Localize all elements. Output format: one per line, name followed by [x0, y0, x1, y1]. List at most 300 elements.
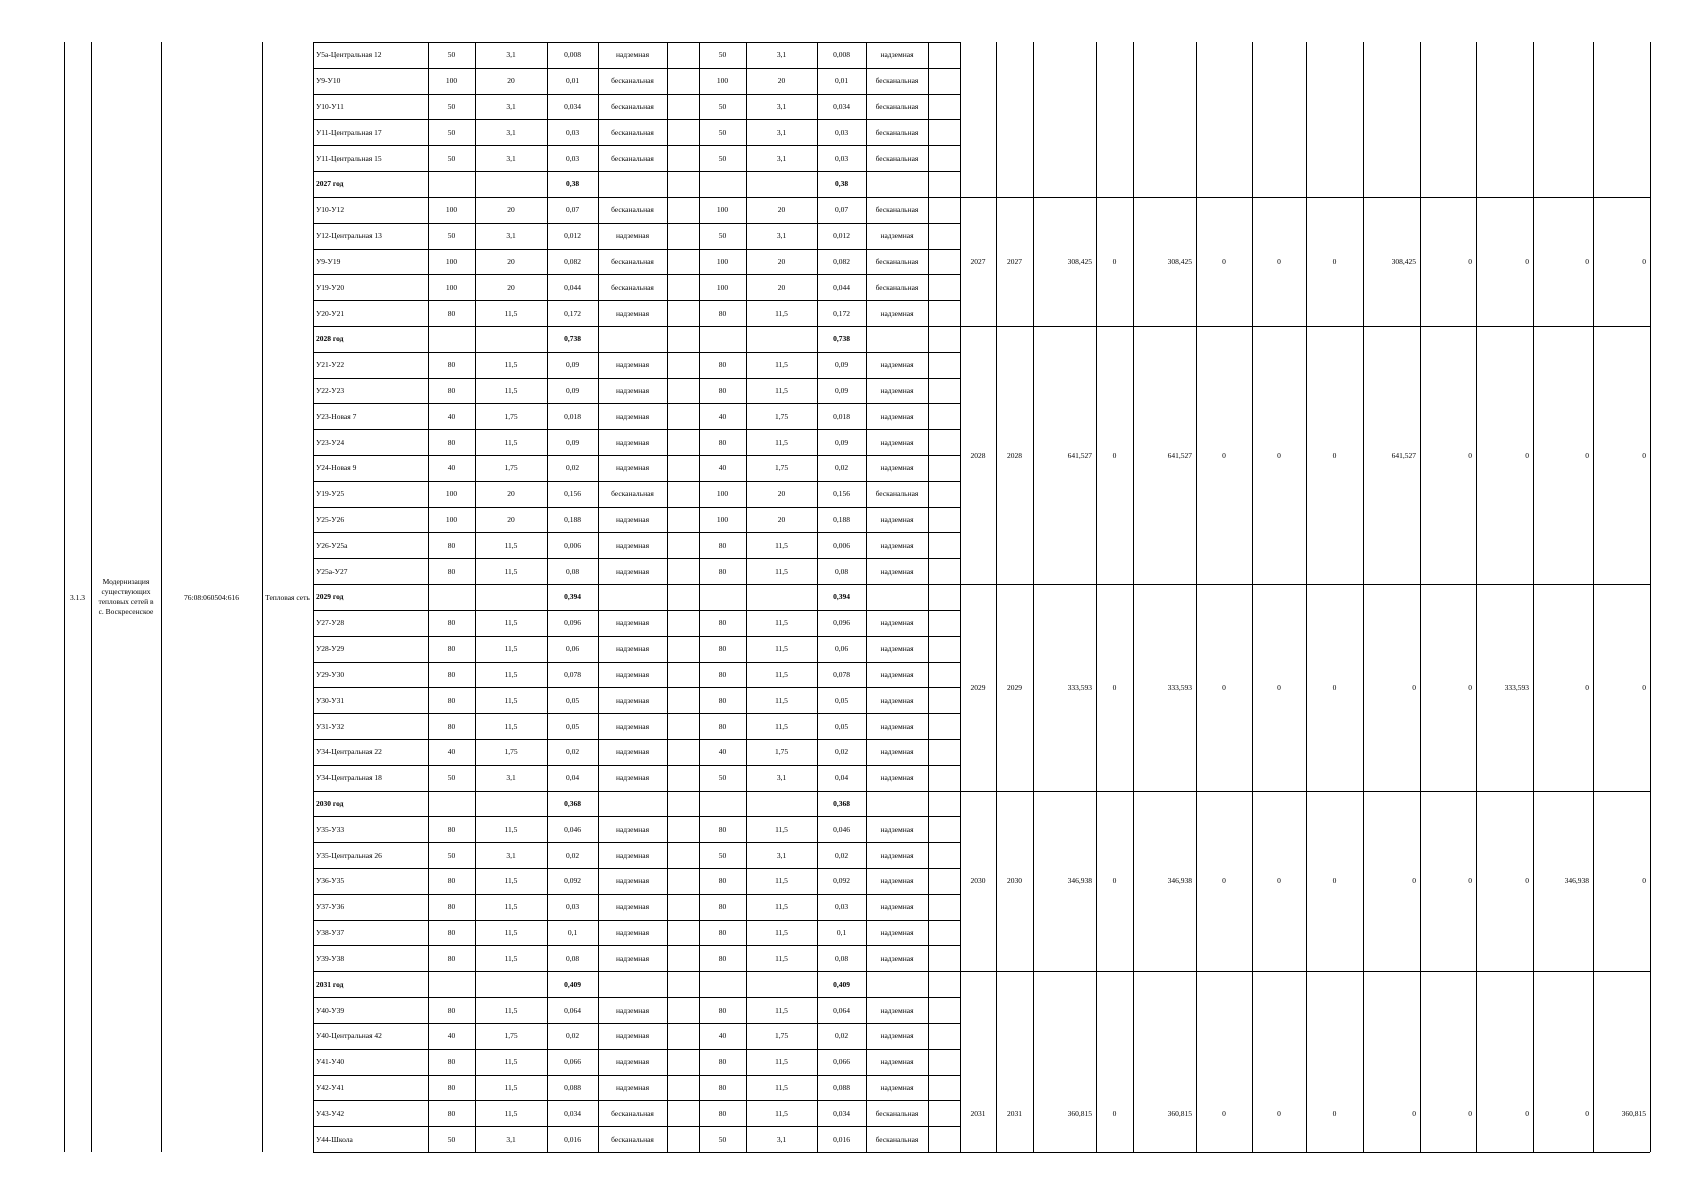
- segment-name: У26-У25а: [316, 540, 348, 550]
- segment-cell: [667, 610, 699, 636]
- segment-cell: 0,01: [834, 76, 849, 86]
- segment-cell: надземная: [615, 695, 650, 705]
- segment-cell: 11,5: [504, 902, 518, 912]
- segment-cell: бесканальная: [875, 153, 919, 163]
- segment-cell: надземная: [880, 721, 914, 731]
- segment-cell: 100: [445, 489, 458, 499]
- segment-cell: надземная: [615, 463, 650, 473]
- segment-cell: [598, 171, 667, 197]
- segment-cell: 11,5: [775, 953, 788, 963]
- financing-end: 2029: [1007, 682, 1022, 692]
- segment-cell: 0,044: [564, 282, 581, 292]
- segment-cell: надземная: [880, 1082, 914, 1092]
- segment-cell: 100: [716, 282, 729, 292]
- segment-cell: 11,5: [504, 669, 518, 679]
- segment-cell: 0,02: [565, 1031, 580, 1041]
- segment-name: У25-У26: [316, 515, 345, 525]
- segment-cell: 11,5: [504, 824, 518, 834]
- segment-cell: бесканальная: [875, 1134, 919, 1144]
- financing-c3: 0: [1222, 1108, 1226, 1118]
- segment-cell: [928, 920, 960, 946]
- segment-cell: 0,09: [834, 360, 849, 370]
- segment-cell: надземная: [615, 773, 650, 783]
- segment-cell: 80: [447, 1082, 456, 1092]
- financing-c2: 308,425: [1167, 256, 1192, 266]
- financing-c7: 0: [1468, 256, 1472, 266]
- segment-cell: [667, 197, 699, 223]
- segment-cell: 0,394: [833, 592, 850, 602]
- segment-cell: 50: [718, 231, 727, 241]
- segment-cell: надземная: [615, 437, 650, 447]
- segment-cell: 50: [447, 102, 456, 112]
- segment-cell: 0,09: [565, 360, 580, 370]
- segment-cell: 3,1: [506, 1134, 516, 1144]
- segment-cell: 80: [718, 566, 727, 576]
- segment-cell: 0,046: [564, 824, 581, 834]
- segment-cell: надземная: [880, 902, 914, 912]
- segment-cell: [928, 636, 960, 662]
- segment-cell: бесканальная: [611, 256, 654, 266]
- segment-cell: бесканальная: [875, 1108, 919, 1118]
- segment-cell: 11,5: [775, 540, 788, 550]
- segment-cell: 11,5: [504, 928, 518, 938]
- financing-c7: 0: [1468, 876, 1472, 886]
- segment-cell: 0,156: [833, 489, 850, 499]
- segment-cell: 80: [447, 876, 456, 886]
- segment-cell: надземная: [880, 515, 914, 525]
- financing-c8: 0: [1525, 876, 1529, 886]
- segment-cell: 0,066: [833, 1057, 850, 1067]
- segment-cell: [928, 610, 960, 636]
- segment-cell: 1,75: [774, 747, 789, 757]
- segment-cell: 40: [718, 747, 727, 757]
- segment-cell: [928, 119, 960, 145]
- segment-cell: 0,008: [833, 50, 850, 60]
- segment-cell: 80: [718, 928, 727, 938]
- segment-cell: [928, 352, 960, 378]
- segment-cell: 0,016: [564, 1134, 581, 1144]
- row-number: 3.1.3: [70, 592, 85, 602]
- financing-c3: 0: [1222, 450, 1226, 460]
- segment-cell: бесканальная: [875, 256, 919, 266]
- segment-cell: 0,096: [564, 618, 581, 628]
- segment-cell: надземная: [880, 824, 914, 834]
- segment-cell: 80: [718, 644, 727, 654]
- segment-cell: 40: [447, 463, 456, 473]
- financing-c3: 0: [1222, 256, 1226, 266]
- segment-cell: 0,409: [564, 979, 581, 989]
- segment-cell: [928, 274, 960, 300]
- financing-c2: 360,815: [1167, 1108, 1192, 1118]
- segment-cell: [928, 403, 960, 429]
- segment-cell: 50: [718, 850, 727, 860]
- segment-cell: [928, 171, 960, 197]
- grid-line: [960, 971, 1650, 972]
- segment-cell: [928, 300, 960, 326]
- segment-cell: надземная: [880, 773, 914, 783]
- segment-cell: 80: [447, 928, 456, 938]
- segment-cell: [746, 171, 817, 197]
- segment-cell: 11,5: [775, 669, 788, 679]
- segment-cell: 0,05: [834, 721, 849, 731]
- segment-cell: [928, 145, 960, 171]
- segment-cell: бесканальная: [611, 205, 654, 215]
- segment-cell: [667, 403, 699, 429]
- financing-c8: 333,593: [1504, 682, 1529, 692]
- segment-cell: 11,5: [775, 1108, 788, 1118]
- segment-cell: надземная: [615, 1057, 650, 1067]
- segment-cell: 80: [447, 721, 456, 731]
- segment-name: У11-Центральная 15: [316, 153, 382, 163]
- segment-cell: [667, 326, 699, 352]
- segment-name: У35-Центральная 26: [316, 850, 382, 860]
- segment-cell: 100: [445, 256, 458, 266]
- segment-cell: [928, 997, 960, 1023]
- segment-cell: 80: [718, 1108, 727, 1118]
- segment-cell: надземная: [880, 1057, 914, 1067]
- segment-cell: 80: [447, 644, 456, 654]
- financing-total: 308,425: [1067, 256, 1092, 266]
- segment-name: У29-У30: [316, 669, 345, 679]
- segment-cell: 0,078: [833, 669, 850, 679]
- financing-c9: 346,938: [1564, 876, 1589, 886]
- segment-cell: [667, 42, 699, 68]
- segment-cell: бесканальная: [611, 153, 654, 163]
- segment-cell: [928, 1023, 960, 1049]
- segment-cell: [475, 326, 547, 352]
- segment-cell: 0,38: [565, 179, 580, 189]
- segment-cell: 20: [777, 205, 786, 215]
- segment-cell: 11,5: [775, 385, 788, 395]
- segment-cell: 80: [718, 1057, 727, 1067]
- segment-cell: 0,018: [564, 411, 581, 421]
- segment-cell: надземная: [880, 50, 914, 60]
- segment-cell: 0,066: [564, 1057, 581, 1067]
- segment-cell: бесканальная: [611, 76, 654, 86]
- financing-c1: 0: [1112, 450, 1117, 460]
- segment-cell: 100: [716, 256, 729, 266]
- segment-cell: [667, 249, 699, 275]
- financing-c7: 0: [1468, 682, 1472, 692]
- segment-cell: [428, 584, 475, 610]
- segment-cell: 0,09: [834, 385, 849, 395]
- segment-cell: надземная: [615, 747, 650, 757]
- segment-cell: [475, 791, 547, 817]
- segment-cell: 0,006: [833, 540, 850, 550]
- segment-cell: 80: [718, 618, 727, 628]
- financing-c1: 0: [1112, 682, 1117, 692]
- segment-cell: 0,06: [565, 644, 580, 654]
- financing-end: 2030: [1007, 876, 1022, 886]
- financing-c6: 0: [1412, 682, 1416, 692]
- segment-name: У42-У41: [316, 1082, 345, 1092]
- financing-total: 333,593: [1067, 682, 1092, 692]
- segment-cell: 11,5: [775, 876, 788, 886]
- segment-cell: 80: [447, 1057, 456, 1067]
- segment-cell: бесканальная: [875, 127, 919, 137]
- segment-cell: 100: [716, 76, 729, 86]
- segment-cell: надземная: [615, 928, 650, 938]
- segment-cell: 80: [447, 1005, 456, 1015]
- segment-cell: [667, 687, 699, 713]
- segment-cell: [928, 1075, 960, 1101]
- segment-name: У40-У39: [316, 1005, 345, 1015]
- segment-cell: 3,1: [776, 850, 787, 860]
- segment-cell: 20: [507, 256, 515, 266]
- segment-cell: [928, 584, 960, 610]
- segment-cell: 11,5: [775, 644, 788, 654]
- segment-cell: 11,5: [504, 953, 518, 963]
- segment-cell: 0,082: [564, 256, 581, 266]
- segment-name: У12-Центральная 13: [316, 231, 382, 241]
- segment-cell: [699, 584, 746, 610]
- financing-c4: 0: [1277, 682, 1281, 692]
- segment-cell: [667, 894, 699, 920]
- segment-cell: [928, 971, 960, 997]
- segment-cell: бесканальная: [611, 127, 654, 137]
- segment-cell: 11,5: [775, 1005, 788, 1015]
- segment-cell: 40: [718, 411, 727, 421]
- segment-cell: надземная: [615, 1031, 650, 1041]
- segment-cell: 0,02: [834, 747, 849, 757]
- segment-cell: 11,5: [504, 437, 518, 447]
- segment-cell: 11,5: [504, 540, 518, 550]
- segment-cell: [428, 171, 475, 197]
- segment-cell: [928, 223, 960, 249]
- segment-cell: 11,5: [504, 360, 518, 370]
- segment-name: У21-У22: [316, 360, 345, 370]
- segment-cell: [866, 971, 928, 997]
- segment-name: У40-Центральная 42: [316, 1031, 382, 1041]
- segment-name: У41-У40: [316, 1057, 345, 1067]
- segment-name: У39-У38: [316, 953, 345, 963]
- year-subtotal-label: 2028 год: [316, 334, 344, 344]
- segment-cell: 11,5: [504, 644, 518, 654]
- segment-cell: [667, 868, 699, 894]
- segment-cell: [928, 945, 960, 971]
- segment-cell: 11,5: [775, 824, 788, 834]
- segment-cell: 11,5: [775, 308, 788, 318]
- segment-cell: бесканальная: [875, 205, 919, 215]
- financing-end: 2028: [1007, 450, 1022, 460]
- segment-cell: надземная: [615, 411, 650, 421]
- segment-cell: 0,04: [565, 773, 580, 783]
- segment-cell: надземная: [615, 566, 650, 576]
- financing-c6: 0: [1412, 876, 1416, 886]
- segment-cell: 1,75: [774, 411, 789, 421]
- segment-cell: [667, 1100, 699, 1126]
- segment-cell: 11,5: [504, 1082, 518, 1092]
- segment-cell: [928, 558, 960, 584]
- grid-line: [1650, 42, 1651, 1152]
- segment-cell: 0,09: [834, 437, 849, 447]
- segment-cell: 0,03: [565, 127, 580, 137]
- segment-cell: 1,75: [774, 1031, 789, 1041]
- segment-name: У22-У23: [316, 385, 345, 395]
- segment-cell: 100: [716, 205, 729, 215]
- segment-cell: [928, 1049, 960, 1075]
- segment-cell: 11,5: [504, 1108, 518, 1118]
- segment-cell: 11,5: [775, 618, 788, 628]
- financing-c2: 346,938: [1167, 876, 1192, 886]
- financing-c6: 641,527: [1391, 450, 1416, 460]
- segment-cell: 80: [447, 308, 456, 318]
- segment-cell: 80: [447, 953, 456, 963]
- segment-cell: 80: [447, 824, 456, 834]
- segment-cell: 0,188: [833, 515, 850, 525]
- segment-cell: [667, 455, 699, 481]
- segment-cell: надземная: [880, 618, 914, 628]
- financing-c2: 333,593: [1167, 682, 1192, 692]
- financing-c10: 0: [1642, 876, 1646, 886]
- segment-cell: 0,034: [564, 1108, 581, 1118]
- segment-name: У19-У20: [316, 282, 345, 292]
- segment-name: У37-У36: [316, 902, 345, 912]
- segment-name: У5а-Центральная 12: [316, 50, 382, 60]
- segment-cell: 0,03: [834, 902, 849, 912]
- segment-cell: надземная: [880, 928, 914, 938]
- year-subtotal-label: 2027 год: [316, 179, 344, 189]
- segment-cell: 50: [447, 231, 456, 241]
- segment-cell: 50: [718, 50, 727, 60]
- segment-cell: 0,156: [564, 489, 581, 499]
- segment-cell: 40: [718, 1031, 727, 1041]
- financing-c7: 0: [1468, 450, 1472, 460]
- segment-cell: 0,738: [833, 334, 850, 344]
- segment-cell: 0,078: [564, 669, 581, 679]
- segment-cell: 0,006: [564, 540, 581, 550]
- segment-cell: надземная: [880, 463, 914, 473]
- segment-cell: 0,018: [833, 411, 850, 421]
- segment-cell: [667, 481, 699, 507]
- segment-cell: 11,5: [504, 385, 518, 395]
- segment-cell: надземная: [615, 850, 650, 860]
- segment-cell: надземная: [615, 824, 650, 834]
- segment-cell: бесканальная: [875, 282, 919, 292]
- financing-start: 2029: [970, 682, 986, 692]
- segment-cell: [667, 816, 699, 842]
- segment-cell: 11,5: [504, 695, 518, 705]
- segment-cell: [928, 378, 960, 404]
- segment-cell: 0,08: [565, 566, 580, 576]
- financing-c5: 0: [1332, 1108, 1337, 1118]
- segment-cell: 11,5: [775, 566, 788, 576]
- segment-cell: 11,5: [504, 876, 518, 886]
- segment-name: У20-У21: [316, 308, 345, 318]
- segment-cell: 80: [718, 876, 727, 886]
- segment-cell: 20: [507, 515, 515, 525]
- segment-cell: [928, 532, 960, 558]
- segment-cell: 0,012: [833, 231, 850, 241]
- financing-c3: 0: [1222, 876, 1226, 886]
- segment-cell: 0,02: [834, 463, 849, 473]
- segment-cell: 80: [718, 385, 727, 395]
- segment-cell: 0,03: [834, 153, 849, 163]
- segment-cell: [699, 171, 746, 197]
- segment-cell: 80: [447, 360, 456, 370]
- segment-cell: надземная: [615, 385, 650, 395]
- segment-cell: 80: [718, 437, 727, 447]
- financing-c8: 0: [1525, 450, 1529, 460]
- segment-cell: 50: [447, 773, 456, 783]
- segment-cell: [598, 584, 667, 610]
- segment-cell: 0,368: [833, 799, 850, 808]
- segment-cell: [428, 971, 475, 997]
- segment-cell: [928, 816, 960, 842]
- segment-cell: [928, 68, 960, 94]
- segment-cell: 11,5: [775, 437, 788, 447]
- segment-cell: 0,188: [564, 515, 581, 525]
- segment-cell: 0,02: [834, 1031, 849, 1041]
- segment-cell: 3,1: [506, 102, 516, 112]
- segment-cell: 0,092: [564, 876, 581, 886]
- segment-cell: [598, 326, 667, 352]
- segment-cell: надземная: [880, 411, 914, 421]
- segment-cell: [667, 1049, 699, 1075]
- segment-cell: 0,034: [833, 1108, 850, 1118]
- segment-cell: 50: [447, 50, 456, 60]
- segment-cell: [928, 1126, 960, 1152]
- segment-cell: 3,1: [776, 231, 787, 241]
- segment-cell: [475, 971, 547, 997]
- segment-cell: надземная: [615, 1082, 650, 1092]
- segment-cell: 11,5: [775, 928, 788, 938]
- segment-cell: 50: [447, 850, 456, 860]
- segment-cell: 0,03: [565, 153, 580, 163]
- segment-cell: 3,1: [776, 102, 787, 112]
- segment-cell: 0,38: [834, 179, 849, 189]
- segment-cell: [866, 171, 928, 197]
- segment-cell: [667, 765, 699, 791]
- segment-cell: надземная: [880, 850, 914, 860]
- segment-cell: [667, 713, 699, 739]
- segment-cell: надземная: [880, 695, 914, 705]
- financing-c9: 0: [1585, 256, 1589, 266]
- segment-name: У36-У35: [316, 876, 345, 886]
- segment-cell: 80: [447, 669, 456, 679]
- segment-cell: 11,5: [504, 566, 518, 576]
- financing-c10: 0: [1642, 682, 1646, 692]
- segment-cell: [928, 94, 960, 120]
- segment-cell: 20: [507, 282, 515, 292]
- segment-cell: 0,03: [565, 902, 580, 912]
- segment-cell: [667, 791, 699, 817]
- segment-cell: 0,02: [565, 850, 580, 860]
- segment-cell: 0,082: [833, 256, 850, 266]
- financing-start: 2027: [970, 256, 986, 266]
- segment-cell: 0,05: [565, 695, 580, 705]
- segment-cell: 0,1: [836, 928, 847, 938]
- financing-c10: 360,815: [1621, 1108, 1646, 1118]
- segment-cell: [928, 662, 960, 688]
- segment-cell: 100: [716, 489, 729, 499]
- segment-cell: бесканальная: [611, 1108, 654, 1118]
- financing-c5: 0: [1332, 876, 1337, 886]
- segment-cell: [746, 584, 817, 610]
- segment-cell: [928, 894, 960, 920]
- segment-cell: 1,75: [504, 1031, 518, 1041]
- segment-cell: 0,008: [564, 50, 581, 60]
- segment-cell: [667, 920, 699, 946]
- segment-cell: 80: [718, 695, 727, 705]
- segment-cell: [928, 455, 960, 481]
- segment-cell: [667, 532, 699, 558]
- segment-cell: 20: [777, 256, 786, 266]
- segment-cell: 0,394: [564, 592, 581, 602]
- segment-cell: [928, 765, 960, 791]
- segment-cell: 40: [718, 463, 727, 473]
- project-name: Модернизация существующих тепловых сетей в с. Воскресенское: [98, 577, 154, 616]
